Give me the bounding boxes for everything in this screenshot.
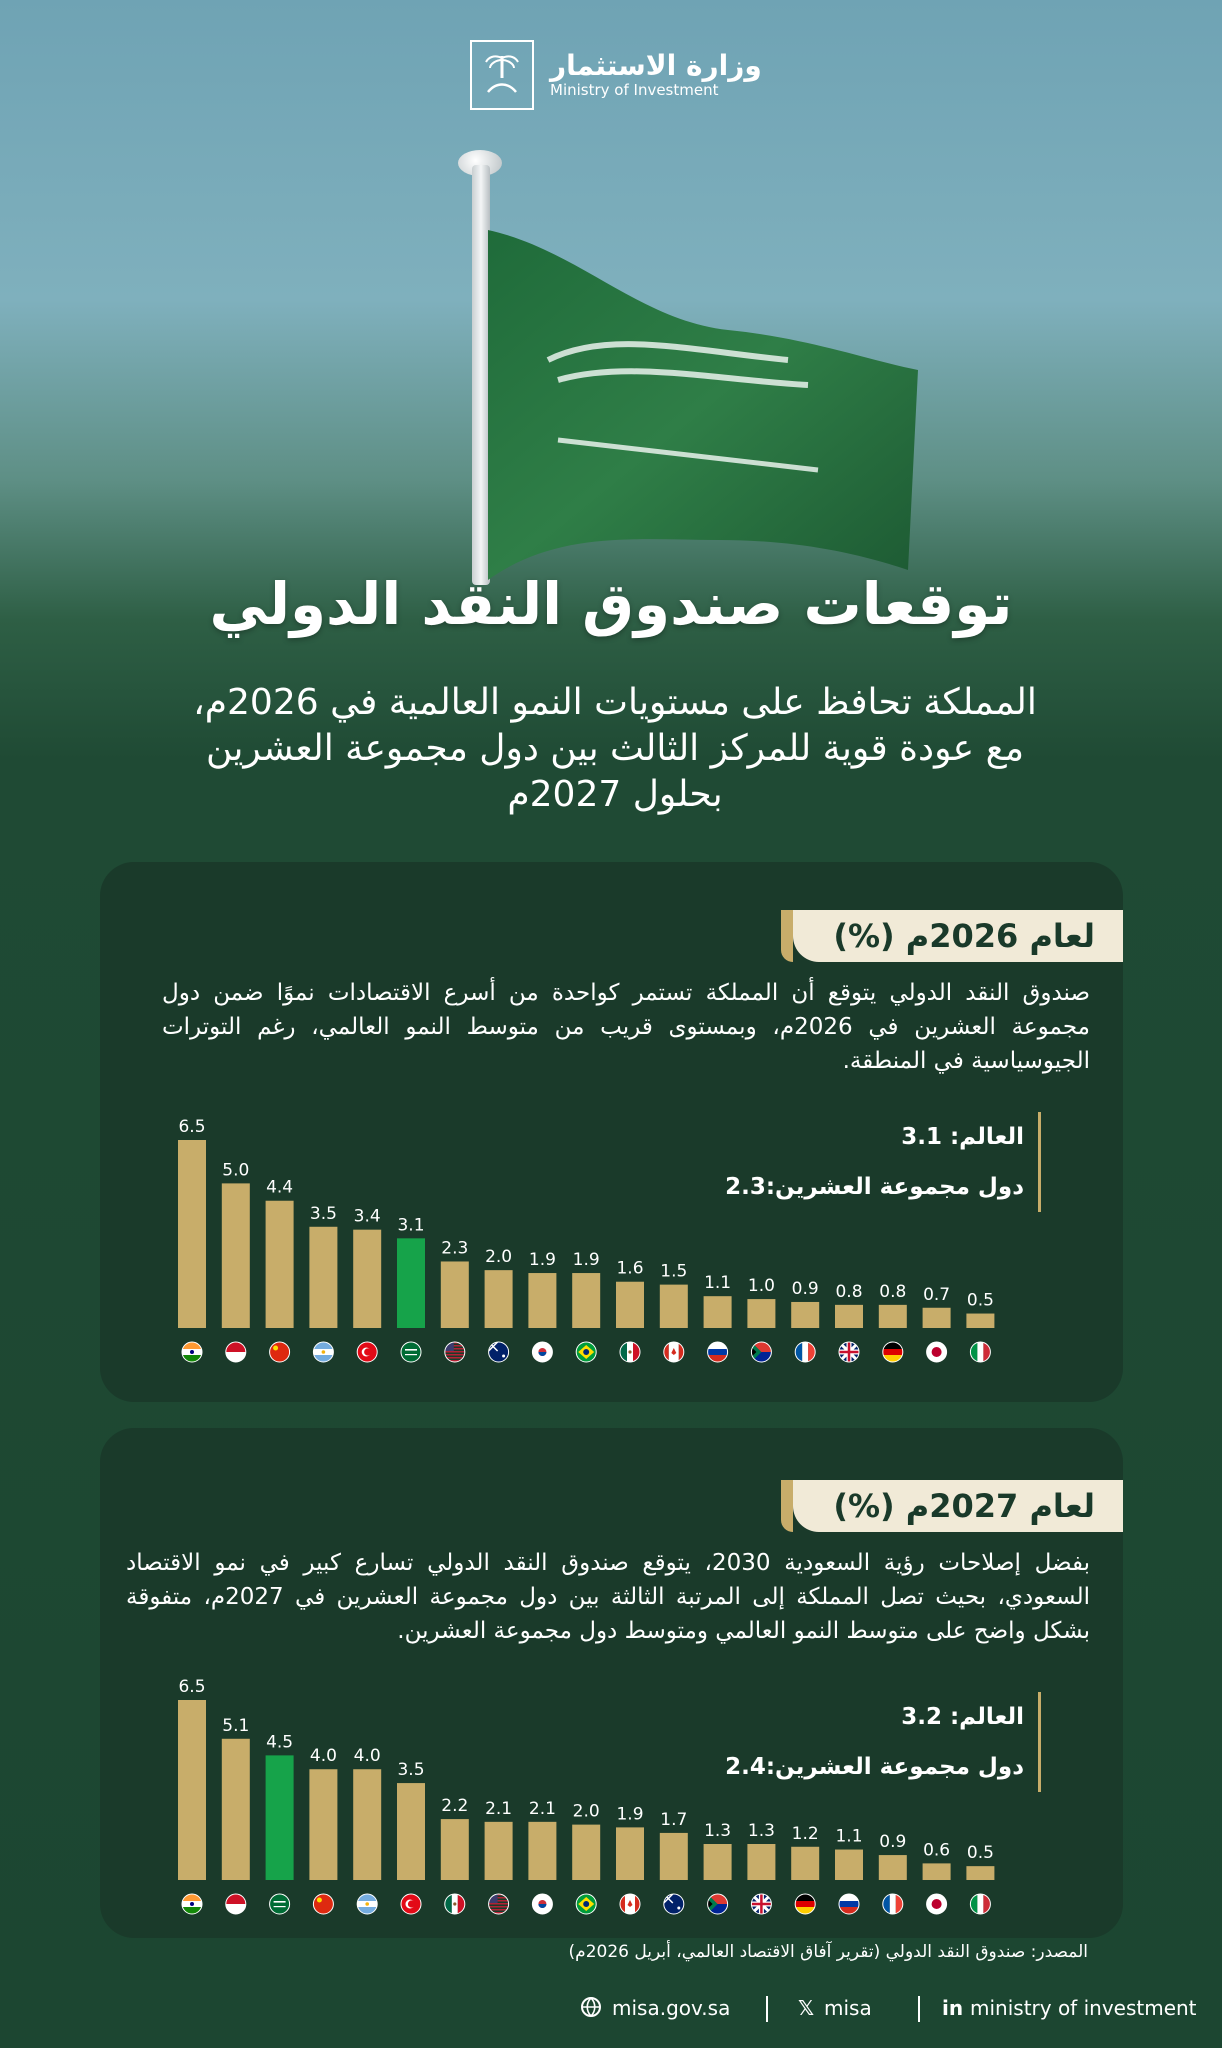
data-label-canada: 1.5	[660, 1261, 688, 1282]
bar-brazil	[572, 1273, 600, 1328]
bar-germany	[791, 1847, 819, 1880]
bar-saudi	[397, 1238, 425, 1328]
bar-germany	[879, 1305, 907, 1328]
data-label-turkey: 3.4	[353, 1206, 381, 1227]
bar-china	[266, 1201, 294, 1328]
brazil-flag-icon	[576, 1342, 596, 1362]
bar-turkey	[353, 1230, 381, 1328]
bar-russia	[704, 1296, 732, 1328]
data-label-turkey: 3.5	[397, 1760, 425, 1781]
saudi-flag-icon	[270, 1894, 290, 1914]
data-label-italy: 0.5	[966, 1290, 994, 1311]
italy-flag-icon	[970, 1342, 990, 1362]
data-label-australia: 1.7	[660, 1809, 688, 1830]
bar-south-africa	[747, 1299, 775, 1328]
canada-flag-icon	[664, 1342, 684, 1362]
uk-flag-icon	[839, 1342, 859, 1362]
bar-argentina	[309, 1227, 337, 1328]
canada-flag-icon	[620, 1894, 640, 1914]
data-label-russia: 1.1	[835, 1826, 863, 1847]
bar-australia	[660, 1833, 688, 1880]
data-label-russia: 1.1	[704, 1273, 732, 1294]
ministry-name-ar: وزارة الاستثمار	[550, 49, 762, 82]
bar-uk	[747, 1844, 775, 1880]
russia-flag-icon	[839, 1894, 859, 1914]
bar-argentina	[353, 1769, 381, 1880]
x-icon: 𝕏	[798, 1996, 815, 2020]
south-africa-flag-icon	[708, 1894, 728, 1914]
g20-average: دول مجموعة العشرين:2.3	[725, 1174, 1024, 1200]
globe-icon	[580, 1996, 602, 2023]
data-label-japan: 0.6	[923, 1840, 951, 1861]
bar-korea	[528, 1273, 556, 1328]
bar-china	[309, 1769, 337, 1880]
bar-canada	[660, 1285, 688, 1328]
data-label-uk: 1.3	[747, 1821, 775, 1841]
data-label-france: 0.9	[879, 1832, 907, 1853]
forecast-panel-2027	[100, 1428, 1123, 1938]
panel-tag-2027: لعام 2027م (%)	[793, 1480, 1123, 1532]
linkedin-link[interactable]: ministry of investment	[970, 1996, 1197, 2020]
data-label-usa: 2.1	[485, 1798, 513, 1819]
bar-saudi	[266, 1755, 294, 1880]
data-label-australia: 2.0	[485, 1247, 513, 1268]
data-label-india: 6.5	[178, 1117, 206, 1137]
bar-australia	[485, 1270, 513, 1328]
germany-flag-icon	[883, 1342, 903, 1362]
data-label-argentina: 3.5	[309, 1203, 337, 1224]
data-label-france: 0.9	[791, 1278, 819, 1299]
subtitle-line: بحلول 2027م	[507, 774, 723, 815]
usa-flag-icon	[445, 1342, 465, 1362]
bar-mexico	[441, 1819, 469, 1880]
bar-italy	[966, 1314, 994, 1328]
data-label-china: 4.0	[309, 1746, 337, 1767]
bar-uk	[835, 1305, 863, 1328]
data-label-korea: 1.9	[528, 1250, 556, 1271]
bar-mexico	[616, 1282, 644, 1328]
australia-flag-icon	[489, 1342, 509, 1362]
data-label-indonesia: 5.1	[222, 1715, 250, 1736]
argentina-flag-icon	[357, 1894, 377, 1914]
uk-flag-icon	[751, 1894, 771, 1914]
subtitle-line: المملكة تحافظ على مستويات النمو العالمية في 2026م،	[193, 682, 1037, 723]
subtitle-line: مع عودة قوية للمركز الثالث بين دول مجموعة العشرين	[205, 728, 1025, 769]
saudi-flag-icon	[401, 1342, 421, 1362]
data-label-saudi: 3.1	[397, 1215, 425, 1236]
bar-india	[178, 1140, 206, 1328]
data-label-india: 6.5	[178, 1677, 206, 1697]
germany-flag-icon	[795, 1894, 815, 1914]
data-label-italy: 0.5	[966, 1843, 994, 1864]
argentina-flag-icon	[313, 1342, 333, 1362]
france-flag-icon	[795, 1342, 815, 1362]
australia-flag-icon	[664, 1894, 684, 1914]
world-average: العالم: 3.2	[901, 1704, 1024, 1730]
data-label-mexico: 2.2	[441, 1796, 469, 1817]
data-label-korea: 2.1	[528, 1798, 556, 1819]
data-label-brazil: 1.9	[572, 1250, 600, 1271]
japan-flag-icon	[927, 1894, 947, 1914]
data-label-indonesia: 5.0	[222, 1160, 250, 1181]
russia-flag-icon	[708, 1342, 728, 1362]
footer-divider	[766, 1996, 768, 2022]
panel-text-2027: بفضل إصلاحات رؤية السعودية 2030، يتوقع صندوق النقد الدولي تسارع كبير في نمو الاقتصاد السعودي، بحيث تصل المملكة إلى المرتبة الثالثة بين دول مجموعة العشرين في 2027م، متفوقة بشكل واضح على متوسط النمو العالمي ومتوسط دول مجموعة العشرين.	[126, 1550, 1091, 1644]
x-handle-link[interactable]: misa	[824, 1996, 872, 2020]
indonesia-flag-icon	[226, 1342, 246, 1362]
data-label-germany: 0.8	[879, 1281, 907, 1302]
bar-canada	[616, 1827, 644, 1880]
data-label-usa: 2.3	[441, 1238, 469, 1259]
data-label-saudi: 4.5	[266, 1732, 294, 1753]
footer	[0, 1988, 1222, 2032]
data-label-south-africa: 1.0	[747, 1276, 775, 1297]
italy-flag-icon	[970, 1894, 990, 1914]
bar-indonesia	[222, 1739, 250, 1880]
indonesia-flag-icon	[226, 1894, 246, 1914]
data-label-germany: 1.2	[791, 1823, 819, 1844]
data-label-mexico: 1.6	[616, 1258, 644, 1279]
china-flag-icon	[270, 1342, 290, 1362]
bar-france	[879, 1855, 907, 1880]
france-flag-icon	[883, 1894, 903, 1914]
korea-flag-icon	[532, 1342, 552, 1362]
mexico-flag-icon	[620, 1342, 640, 1362]
china-flag-icon	[313, 1894, 333, 1914]
bar-indonesia	[222, 1183, 250, 1328]
mexico-flag-icon	[445, 1894, 465, 1914]
linkedin-icon: in	[942, 1996, 964, 2020]
website-link[interactable]: misa.gov.sa	[612, 1996, 731, 2020]
palm-swords-emblem-icon	[470, 40, 534, 110]
ministry-name-en: Ministry of Investment	[550, 81, 719, 99]
turkey-flag-icon	[401, 1894, 421, 1914]
data-label-argentina: 4.0	[353, 1746, 381, 1767]
page-subtitle	[130, 680, 1100, 818]
bar-japan	[923, 1308, 951, 1328]
india-flag-icon	[182, 1342, 202, 1362]
footer-divider	[918, 1996, 920, 2022]
data-label-canada: 1.9	[616, 1804, 644, 1825]
data-label-south-africa: 1.3	[704, 1821, 732, 1841]
bar-usa	[485, 1822, 513, 1880]
ministry-logo	[470, 40, 762, 110]
bar-japan	[923, 1863, 951, 1880]
data-label-uk: 0.8	[835, 1281, 863, 1302]
korea-flag-icon	[532, 1894, 552, 1914]
panel-tag-2026: لعام 2026م (%)	[793, 910, 1123, 962]
page-title: توقعات صندوق النقد الدولي	[209, 570, 1013, 638]
bar-korea	[528, 1822, 556, 1880]
bar-usa	[441, 1261, 469, 1328]
bar-india	[178, 1700, 206, 1880]
bar-france	[791, 1302, 819, 1328]
bar-brazil	[572, 1825, 600, 1880]
forecast-panel-2026	[100, 862, 1123, 1402]
g20-average: دول مجموعة العشرين:2.4	[725, 1754, 1024, 1780]
data-label-china: 4.4	[266, 1177, 294, 1198]
source-note: المصدر: صندوق النقد الدولي (تقرير آفاق الاقتصاد العالمي، أبريل 2026م)	[568, 1942, 1088, 1962]
world-average: العالم: 3.1	[901, 1124, 1024, 1150]
bar-italy	[966, 1866, 994, 1880]
south-africa-flag-icon	[751, 1342, 771, 1362]
bar-turkey	[397, 1783, 425, 1880]
brazil-flag-icon	[576, 1894, 596, 1914]
saudi-flag-icon	[488, 210, 918, 600]
india-flag-icon	[182, 1894, 202, 1914]
japan-flag-icon	[927, 1342, 947, 1362]
data-label-japan: 0.7	[923, 1284, 951, 1305]
turkey-flag-icon	[357, 1342, 377, 1362]
bar-russia	[835, 1850, 863, 1880]
data-label-brazil: 2.0	[572, 1801, 600, 1822]
bar-south-africa	[704, 1844, 732, 1880]
usa-flag-icon	[489, 1894, 509, 1914]
panel-text-2026: صندوق النقد الدولي يتوقع أن المملكة تستمر كواحدة من أسرع الاقتصادات نموًا ضمن دول مجموعة العشرين في 2026م، وبمستوى قريب من متوسط النمو العالمي، رغم التوترات الجيوسياسية في المنطقة.	[162, 980, 1090, 1074]
